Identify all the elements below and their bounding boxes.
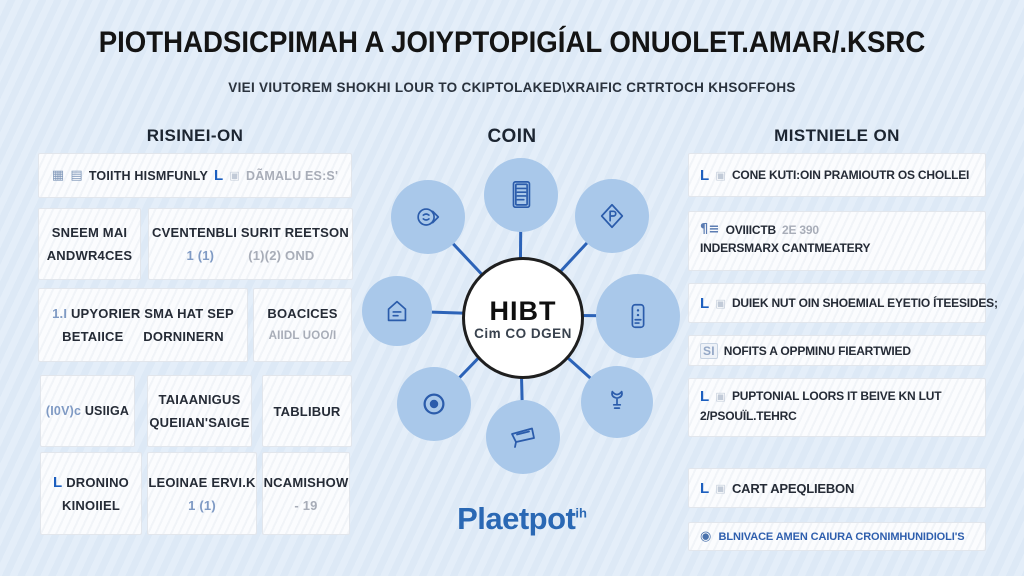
- plug-icon: [602, 387, 632, 417]
- badge-icon: ▣: [715, 168, 726, 182]
- hub-circle: [462, 257, 584, 379]
- left-item-4: [38, 288, 248, 362]
- right-item-2-line2: INDERSMARX CANTMEATERY: [700, 241, 871, 255]
- hub-sublabel: Cim CO DGEN: [474, 325, 572, 341]
- left-item-10: [147, 452, 257, 535]
- left-item-1-text: TOIITH HISMFUNLY: [88, 168, 208, 183]
- house-icon: [382, 296, 412, 326]
- list-icon: [623, 301, 653, 331]
- satellite-flag: [486, 400, 560, 474]
- left-item-3: [148, 208, 353, 280]
- left-item-3-badge1: 1 (1): [186, 248, 215, 263]
- left-item-6-text: USIIGA: [84, 403, 130, 418]
- page-subtitle: VIEI VIUTOREM SHOKHI LOUR TO CKIPTOLAKED\XRAIFIC CRTRTOCH KHSOFFOHS: [228, 80, 796, 95]
- right-item-2: [688, 211, 986, 271]
- left-item-2-line2: ANDWR4CES: [46, 248, 133, 263]
- right-item-4-text: NOFITS A OPPMINU FIEARTWIED: [723, 343, 911, 358]
- right-item-2-text: OVIIICTB: [725, 222, 776, 237]
- left-item-11-line2: - 19: [294, 497, 318, 513]
- right-item-2-suffix: 2E 390: [781, 222, 819, 237]
- left-item-6-prefix: (I0V)c: [45, 403, 82, 418]
- right-item-5: [688, 378, 986, 437]
- left-item-5: [253, 288, 352, 362]
- l-icon: L: [700, 294, 710, 312]
- center-header: COIN: [487, 126, 537, 147]
- badge-icon: ▣: [715, 481, 726, 495]
- right-item-7-text: BLNIVACE AMEN CAIURA CRONIMHUNIDIOLI'S: [718, 530, 965, 543]
- right-panel-header: MISTNIELE ON: [774, 126, 900, 145]
- left-item-7: [147, 375, 252, 447]
- l-icon: L: [700, 387, 710, 405]
- left-item-1-suffix: DÃMALU ES:S': [245, 168, 339, 183]
- logo-superscript: ih: [575, 505, 587, 521]
- si-icon: SI: [700, 343, 718, 359]
- seal-badge-icon: ◉: [700, 529, 712, 544]
- pilcrow-icon: ¶≡: [700, 222, 720, 237]
- left-item-7-line1: TAIAANIGUS: [158, 392, 241, 407]
- left-item-4-prefix: 1.I: [52, 306, 68, 321]
- left-item-2: [38, 208, 141, 280]
- left-item-3-line1: CVENTENBLI SURIT REETSON: [152, 225, 349, 240]
- grid-icon: ▤: [70, 168, 83, 183]
- badge-icon: ▣: [715, 296, 726, 310]
- left-item-7-line2: QUEIIAN'SAIGE: [149, 415, 250, 430]
- logo-text: Plaetpot: [457, 501, 576, 536]
- badge-icon: ▣: [229, 169, 240, 182]
- right-item-3-text: DUIEK NUT OIN SHOEMIAL EYETIO ÍTEESIDES;: [731, 296, 998, 310]
- l-icon: L: [214, 167, 224, 184]
- l-icon: L: [700, 479, 710, 497]
- l-icon: L: [53, 473, 63, 491]
- right-item-4: [688, 335, 986, 366]
- left-item-4-line1: UPYORIER SMA HAT SEP: [70, 306, 234, 321]
- left-item-8: [262, 375, 352, 447]
- left-item-9-line1: DRONINO: [66, 474, 129, 490]
- right-item-5-line2: 2/PSOUÏL.TEHRC: [700, 408, 797, 423]
- flag-icon: [507, 421, 539, 453]
- satellite-plug: [581, 366, 653, 438]
- right-item-1-text: CONE KUTI:OIN PRAMIOUTR OS CHOLLEI: [731, 168, 970, 182]
- satellite-list: [596, 274, 680, 358]
- left-item-8-text: TABLIBUR: [273, 403, 341, 419]
- satellite-target: [397, 367, 471, 441]
- left-item-9-line2: KINOIIEL: [62, 497, 120, 513]
- left-item-10-line1: LEOINAE ERVI.K: [148, 474, 256, 490]
- left-item-3-badge2: (1)(2) OND: [248, 248, 315, 263]
- l-icon: L: [700, 166, 710, 184]
- document-icon: [506, 179, 536, 211]
- left-item-6: [40, 375, 135, 447]
- hub-label: HIBT: [489, 295, 557, 326]
- left-item-5-line2: AIIDL UOO/I: [268, 330, 337, 342]
- satellite-diamond: [575, 179, 649, 253]
- left-item-11-line1: NCAMISHOW: [263, 474, 349, 490]
- logo: [402, 501, 642, 537]
- stamp-icon: ▦: [51, 168, 65, 183]
- left-item-5-line1: BOACICES: [267, 306, 338, 321]
- right-item-3: [688, 283, 998, 323]
- left-item-4-line2: BETAIICE DORNINERN: [62, 329, 224, 344]
- diamond-icon: [597, 201, 627, 231]
- right-item-1: [688, 153, 986, 197]
- satellite-document: [484, 158, 558, 232]
- right-item-5-text: PUPTONIAL LOORS IT BEIVE KN LUT: [731, 389, 942, 403]
- left-item-1: [38, 153, 352, 198]
- right-item-6-text: CART APEQLIEBON: [731, 480, 855, 496]
- page-title: PIOTHADSICPIMAH A JOIYPTOPIGÍAL ONUOLET.AMAR/.KSRC: [98, 26, 926, 59]
- right-item-6: [688, 468, 986, 508]
- satellite-seal: [391, 180, 465, 254]
- seal-icon: [413, 202, 443, 232]
- satellite-house: [362, 276, 432, 346]
- target-icon: [419, 389, 449, 419]
- left-panel-header: RISINEI-ON: [146, 126, 244, 145]
- left-item-10-line2: 1 (1): [188, 497, 216, 513]
- left-item-9: [40, 452, 142, 535]
- right-item-7: [688, 522, 986, 551]
- badge-icon: ▣: [715, 389, 726, 403]
- left-item-2-line1: SNEEM MAI: [51, 225, 128, 240]
- left-item-11: [262, 452, 350, 535]
